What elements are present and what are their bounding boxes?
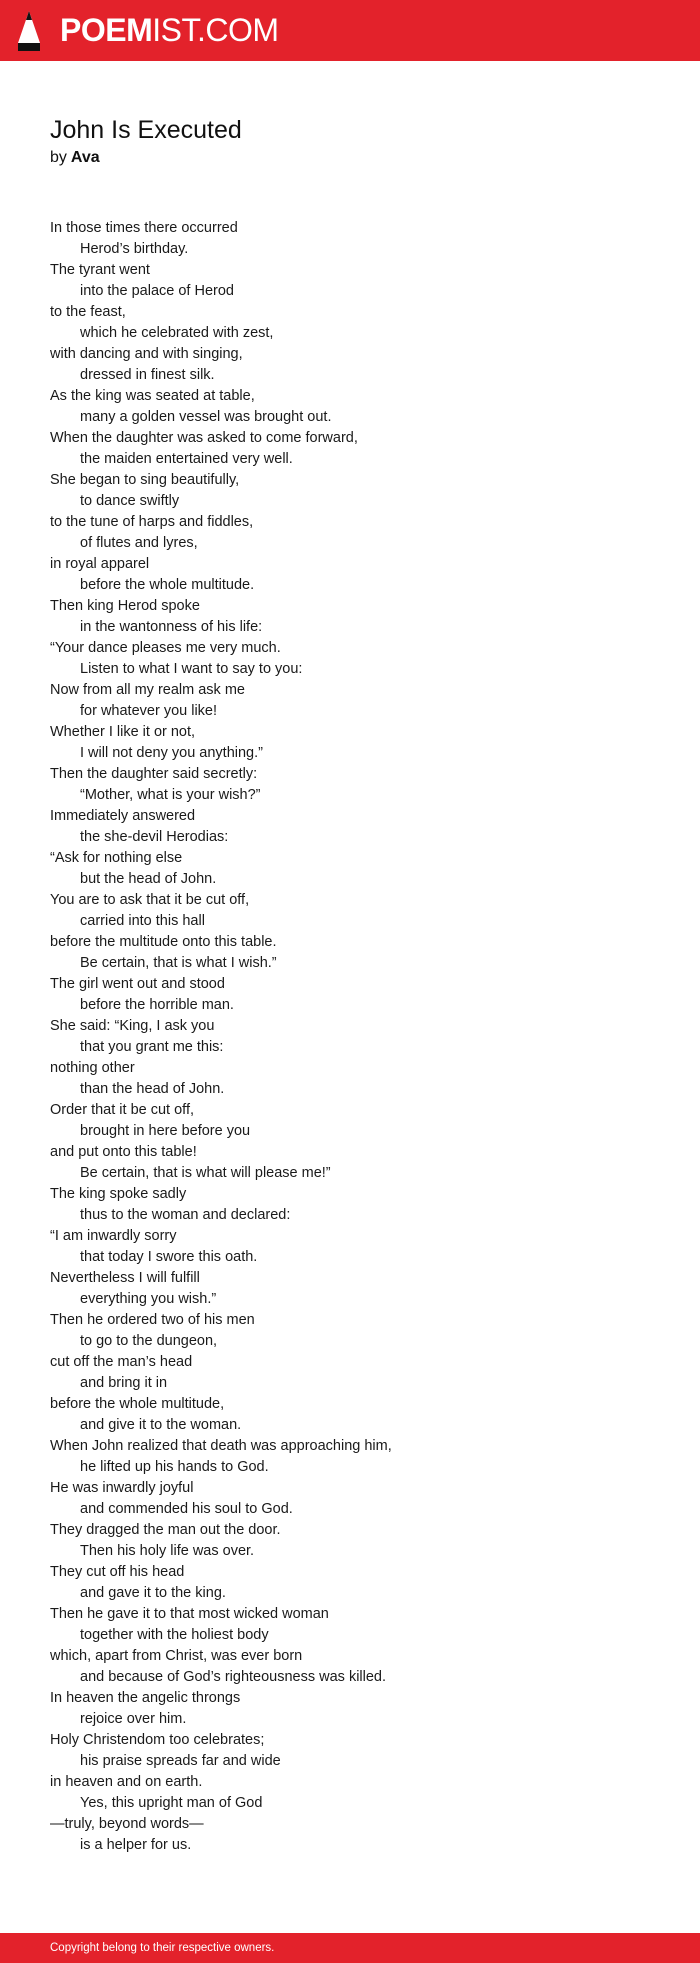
poem-line: “Ask for nothing else bbox=[50, 850, 183, 866]
poem-line: before the whole multitude. bbox=[80, 577, 255, 593]
poem-line: “Your dance pleases me very much. bbox=[50, 640, 281, 656]
poem-line: Then king Herod spoke bbox=[50, 598, 200, 614]
poem-line: When John realized that death was approaching him, bbox=[50, 1438, 392, 1454]
poem-line: In heaven the angelic throngs bbox=[50, 1690, 241, 1706]
site-footer bbox=[0, 1933, 700, 1963]
poem-line: to dance swiftly bbox=[80, 493, 180, 509]
poem-line: Be certain, that is what I wish.” bbox=[80, 955, 277, 971]
poem-line: and bring it in bbox=[80, 1375, 168, 1391]
poem-line: cut off the man’s head bbox=[50, 1354, 193, 1370]
copyright-text: Copyright belong to their respective owners. bbox=[50, 1942, 275, 1954]
poem-line: that today I swore this oath. bbox=[80, 1249, 258, 1265]
poem-line: They cut off his head bbox=[50, 1564, 185, 1580]
poem-line: When the daughter was asked to come forward, bbox=[50, 430, 358, 446]
poem-line: the maiden entertained very well. bbox=[80, 451, 293, 467]
poem-line: nothing other bbox=[50, 1060, 135, 1076]
brand-light: IST.COM bbox=[152, 12, 279, 48]
poem-line: The girl went out and stood bbox=[50, 976, 225, 992]
poem-line: You are to ask that it be cut off, bbox=[50, 892, 250, 908]
poem-line: Yes, this upright man of God bbox=[80, 1795, 263, 1811]
poem-line: Listen to what I want to say to you: bbox=[80, 661, 303, 677]
poem-line: for whatever you like! bbox=[80, 703, 218, 719]
poem-line: Then he ordered two of his men bbox=[50, 1312, 255, 1328]
poem-line: together with the holiest body bbox=[80, 1627, 269, 1643]
poem-line: everything you wish.” bbox=[80, 1291, 217, 1307]
poem-line: In those times there occurred bbox=[50, 220, 238, 236]
poem-byline bbox=[50, 147, 100, 169]
poem-line: They dragged the man out the door. bbox=[50, 1522, 281, 1538]
poem-line: is a helper for us. bbox=[80, 1837, 192, 1853]
poem-line: in the wantonness of his life: bbox=[80, 619, 263, 635]
poem-line: and give it to the woman. bbox=[80, 1417, 242, 1433]
poem-line: Then he gave it to that most wicked woman bbox=[50, 1606, 329, 1622]
by-label: by bbox=[50, 149, 67, 166]
poem-line: She began to sing beautifully, bbox=[50, 472, 240, 488]
site-header bbox=[0, 0, 700, 61]
poem-line: rejoice over him. bbox=[80, 1711, 187, 1727]
poem-line: which he celebrated with zest, bbox=[80, 325, 274, 341]
poem-line: I will not deny you anything.” bbox=[80, 745, 263, 761]
poem-line: his praise spreads far and wide bbox=[80, 1753, 281, 1769]
poem-line: thus to the woman and declared: bbox=[80, 1207, 291, 1223]
poem-line: carried into this hall bbox=[80, 913, 205, 929]
poem-line: As the king was seated at table, bbox=[50, 388, 255, 404]
poem-line: which, apart from Christ, was ever born bbox=[50, 1648, 303, 1664]
poem-line: “I am inwardly sorry bbox=[50, 1228, 177, 1244]
poem-line: he lifted up his hands to God. bbox=[80, 1459, 269, 1475]
pencil-tip-icon[interactable] bbox=[17, 10, 41, 52]
poem-line: to the tune of harps and fiddles, bbox=[50, 514, 254, 530]
brand-bold: POEM bbox=[60, 12, 153, 48]
poem-line: Immediately answered bbox=[50, 808, 196, 824]
poem-line: than the head of John. bbox=[80, 1081, 225, 1097]
poem-line: before the whole multitude, bbox=[50, 1396, 225, 1412]
poem-line: She said: “King, I ask you bbox=[50, 1018, 215, 1034]
poem-line: Holy Christendom too celebrates; bbox=[50, 1732, 265, 1748]
poem-line: dressed in finest silk. bbox=[80, 367, 215, 383]
site-logo-text[interactable] bbox=[60, 11, 279, 49]
poem-line: that you grant me this: bbox=[80, 1039, 224, 1055]
poem-line: He was inwardly joyful bbox=[50, 1480, 194, 1496]
poem-line: —truly, beyond words— bbox=[50, 1816, 204, 1832]
poem-line: in royal apparel bbox=[50, 556, 150, 572]
poem-title: John Is Executed bbox=[50, 116, 242, 144]
poem-line: but the head of John. bbox=[80, 871, 217, 887]
poem-line: “Mother, what is your wish?” bbox=[80, 787, 261, 803]
poem-line: to go to the dungeon, bbox=[80, 1333, 218, 1349]
poem-line: the she-devil Herodias: bbox=[80, 829, 229, 845]
poem-line: Be certain, that is what will please me!” bbox=[80, 1165, 331, 1181]
poem-line: Herod’s birthday. bbox=[80, 241, 189, 257]
poem-line: Then the daughter said secretly: bbox=[50, 766, 258, 782]
poem-line: and put onto this table! bbox=[50, 1144, 197, 1160]
poem-line: Nevertheless I will fulfill bbox=[50, 1270, 200, 1286]
poem-line: in heaven and on earth. bbox=[50, 1774, 203, 1790]
poem-line: and because of God’s righteousness was killed. bbox=[80, 1669, 387, 1685]
poem-line: brought in here before you bbox=[80, 1123, 251, 1139]
poem-line: before the multitude onto this table. bbox=[50, 934, 277, 950]
poem-body bbox=[50, 218, 670, 1856]
poem-line: Order that it be cut off, bbox=[50, 1102, 195, 1118]
poem-line: to the feast, bbox=[50, 304, 126, 320]
poem-line: before the horrible man. bbox=[80, 997, 234, 1013]
poem-line: and gave it to the king. bbox=[80, 1585, 226, 1601]
poem-line: Then his holy life was over. bbox=[80, 1543, 255, 1559]
poem-line: The tyrant went bbox=[50, 262, 150, 278]
poem-line: Now from all my realm ask me bbox=[50, 682, 245, 698]
poem-line: many a golden vessel was brought out. bbox=[80, 409, 332, 425]
poem-line: into the palace of Herod bbox=[80, 283, 234, 299]
poem-line: and commended his soul to God. bbox=[80, 1501, 293, 1517]
poem-line: with dancing and with singing, bbox=[50, 346, 243, 362]
poem-line: The king spoke sadly bbox=[50, 1186, 187, 1202]
author-name[interactable]: Ava bbox=[70, 149, 100, 166]
poem-line: of flutes and lyres, bbox=[80, 535, 198, 551]
poem-line: Whether I like it or not, bbox=[50, 724, 196, 740]
